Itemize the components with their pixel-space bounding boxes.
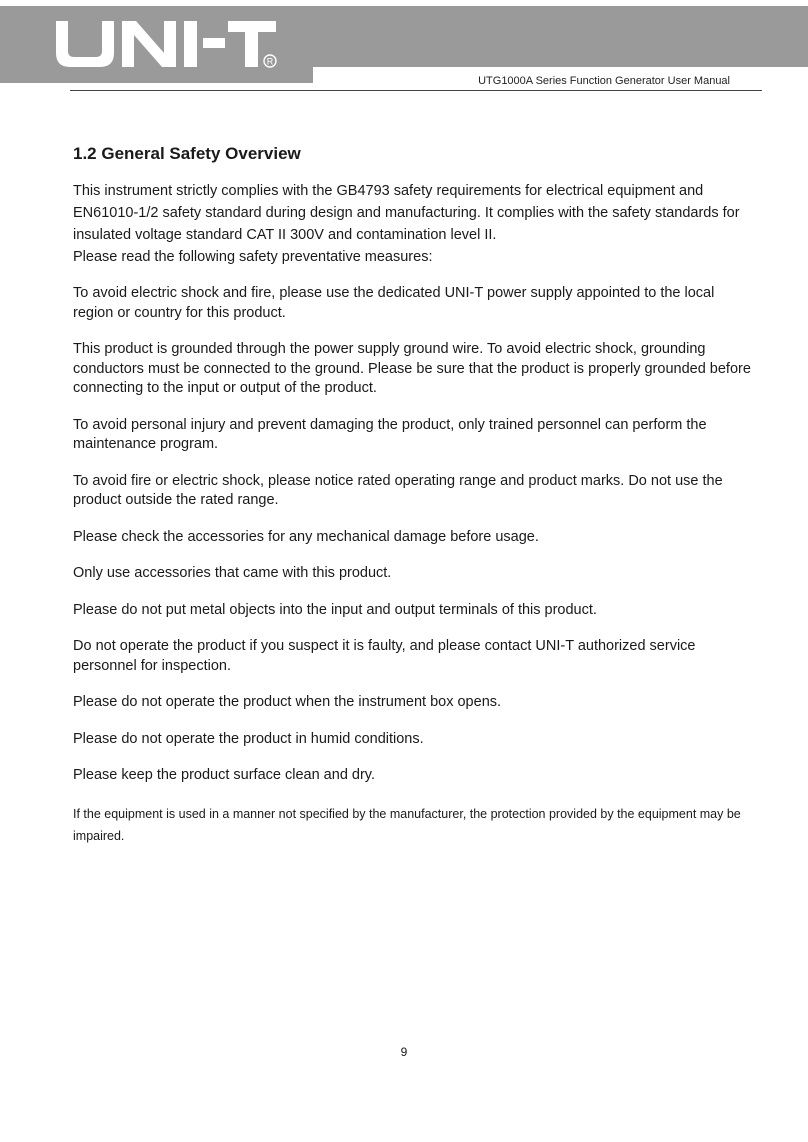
intro-paragraph: This instrument strictly complies with the GB4793 safety requirements for electrical equipment and EN61010-1/2 safety standard during design and manufacturing. It complies with the safety standards for insulated voltage standard CAT II 300V and contamination level II. (73, 183, 740, 243)
safety-measure: Please do not operate the product when the instrument box opens. (73, 694, 502, 710)
safety-measure: Do not operate the product if you suspect it is faulty, and please contact UNI-T authorized service personnel for inspection. (73, 638, 696, 674)
safety-measure: This product is grounded through the power supply ground wire. To avoid electric shock, grounding conductors must be connected to the ground. Please be sure that the product is properly grounded before connecting to the input or output of the product. (73, 341, 751, 396)
protection-note: If the equipment is used in a manner not specified by the manufacturer, the protection provided by the equipment may be impaired. (73, 806, 741, 843)
safety-measure: To avoid electric shock and fire, please use the dedicated UNI-T power supply appointed to the local region or country for this product. (73, 285, 715, 321)
intro-instruction: Please read the following safety preventative measures: (73, 249, 433, 265)
svg-text:R: R (266, 56, 274, 67)
uni-t-logo (56, 19, 286, 71)
header-rule (70, 90, 762, 91)
safety-measure: Please keep the product surface clean and dry. (73, 767, 376, 783)
manual-title: UTG1000A Series Function Generator User Manual (478, 75, 730, 87)
safety-measure: Please check the accessories for any mechanical damage before usage. (73, 528, 539, 545)
safety-measure: Only use accessories that came with this product. (73, 565, 392, 581)
safety-measure: Please do not put metal objects into the input and output terminals of this product. (73, 601, 597, 618)
section-title: 1.2 General Safety Overview (73, 144, 301, 163)
page-content (73, 140, 753, 847)
safety-measure: To avoid fire or electric shock, please notice rated operating range and product marks. Do not use the product outside the rated range. (73, 472, 723, 508)
page-number: 9 (400, 1045, 408, 1059)
safety-measure: To avoid personal injury and prevent damaging the product, only trained personnel can perform the maintenance program. (73, 416, 707, 452)
safety-measure: Please do not operate the product in humid conditions. (73, 730, 424, 747)
